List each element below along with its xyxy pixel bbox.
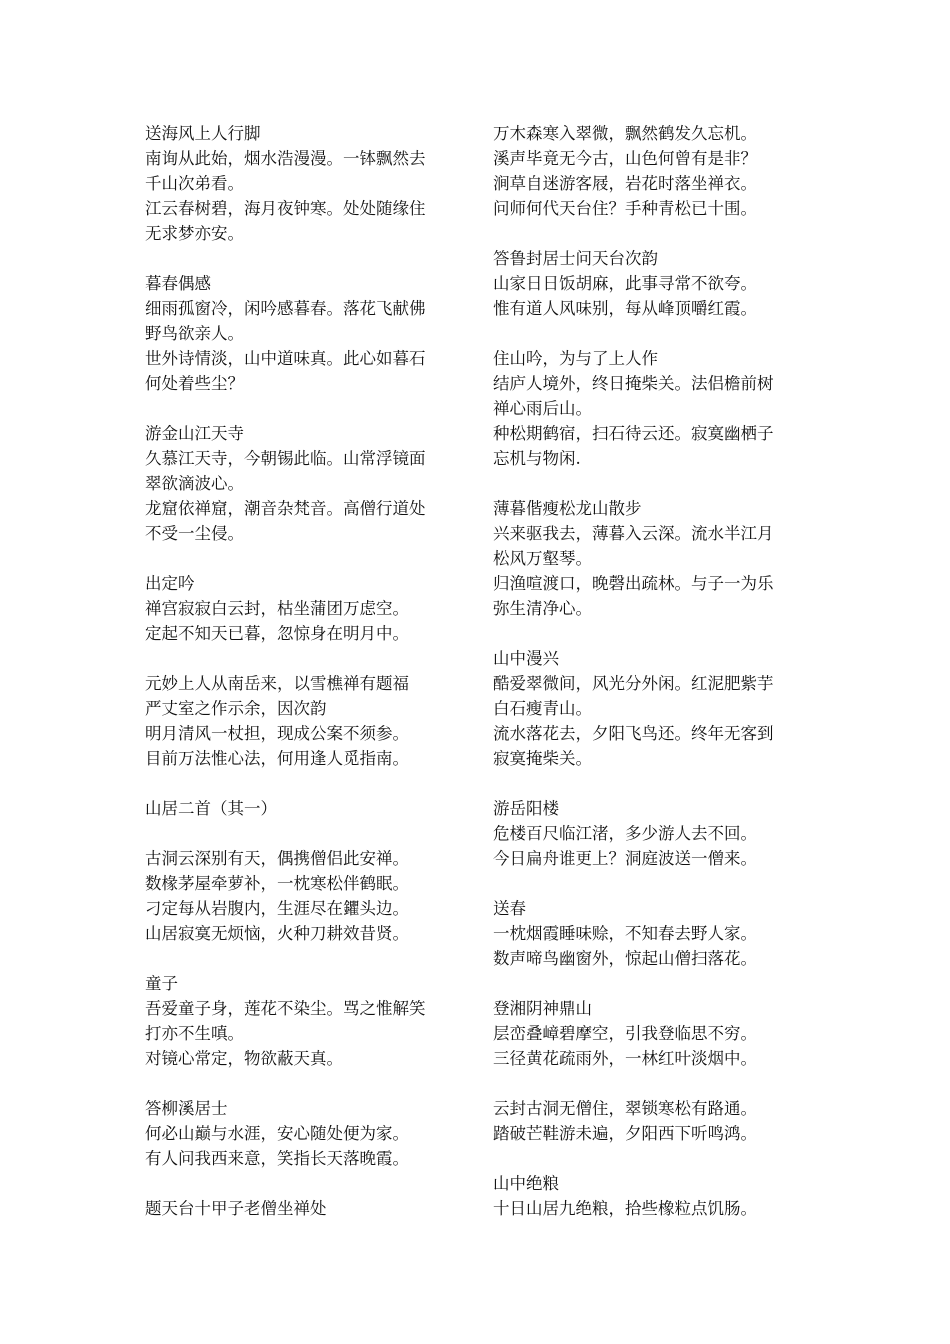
left-column-line: 千山次弟看。 <box>145 174 244 193</box>
left-column-line: 何必山巅与水涯，安心随处便为家。 <box>145 1124 409 1143</box>
right-column-line <box>493 471 823 496</box>
left-column-line: 细雨孤窗冷，闲吟感暮春。落花飞献佛 <box>145 299 426 318</box>
right-column-line: 登湘阴神鼎山 <box>493 999 592 1018</box>
left-column-line: 南询从此始，烟水浩漫漫。一钵飘然去 <box>145 149 426 168</box>
right-column-line: 山中漫兴 <box>493 649 559 668</box>
left-column-line <box>145 771 475 796</box>
right-column-line: 今日扁舟谁更上？洞庭波送一僧来。 <box>493 849 757 868</box>
right-column-line: 一枕烟霞睡味赊，不知春去野人家。 <box>493 924 757 943</box>
left-column-line: 龙窟依禅窟，潮音杂梵音。高僧行道处 <box>145 499 426 518</box>
right-column-line: 溪声毕竟无今古，山色何曾有是非？ <box>493 149 757 168</box>
left-column-line: 童子 <box>145 974 178 993</box>
left-column-line: 野鸟欲亲人。 <box>145 324 244 343</box>
right-column-line: 答鲁封居士问天台次韵 <box>493 249 658 268</box>
right-column-line <box>493 621 823 646</box>
left-column-line: 打亦不生嗔。 <box>145 1024 244 1043</box>
left-column-line <box>145 946 475 971</box>
left-column-line: 目前万法惟心法，何用逢人觅指南。 <box>145 749 409 768</box>
left-column-line: 对镜心常定，物欲蔽天真。 <box>145 1049 343 1068</box>
right-column-line: 山家日日饭胡麻，此事寻常不欲夸。 <box>493 274 757 293</box>
right-column-line <box>493 971 823 996</box>
left-column-line: 暮春偶感 <box>145 274 211 293</box>
left-column-line: 有人问我西来意，笑指长天落晚霞。 <box>145 1149 409 1168</box>
right-column-line: 山中绝粮 <box>493 1174 559 1193</box>
right-column-line <box>493 771 823 796</box>
left-column-line: 游金山江天寺 <box>145 424 244 443</box>
left-text-column <box>145 121 475 1221</box>
right-column-line <box>493 221 823 246</box>
left-column-line: 元妙上人从南岳来，以雪樵禅有题福 <box>145 674 409 693</box>
left-column-line: 数椽茅屋牵萝补，一枕寒松伴鹤眠。 <box>145 874 409 893</box>
right-column-line: 忘机与物闲. <box>493 449 581 468</box>
right-column-line: 白石瘦青山。 <box>493 699 592 718</box>
right-column-line: 十日山居九绝粮，拾些橡粒点饥肠。 <box>493 1199 757 1218</box>
left-column-line: 翠欲滴波心。 <box>145 474 244 493</box>
left-column-line: 世外诗情淡，山中道味真。此心如暮石 <box>145 349 426 368</box>
left-column-line: 古洞云深别有天，偶携僧侣此安禅。 <box>145 849 409 868</box>
right-column-line: 薄暮偕瘦松龙山散步 <box>493 499 642 518</box>
right-column-line: 问师何代天台住？手种青松已十围。 <box>493 199 757 218</box>
right-column-line: 万木森寒入翠微，飘然鹤发久忘机。 <box>493 124 757 143</box>
left-column-line: 题天台十甲子老僧坐禅处 <box>145 1199 327 1218</box>
right-column-line: 云封古洞无僧住，翠锁寒松有路通。 <box>493 1099 757 1118</box>
right-text-column <box>493 121 823 1221</box>
right-column-line: 种松期鹤宿，扫石待云还。寂寞幽栖子 <box>493 424 774 443</box>
left-column-line: 送海风上人行脚 <box>145 124 261 143</box>
left-column-line <box>145 646 475 671</box>
left-column-line: 禅宫寂寂白云封，枯坐蒲团万虑空。 <box>145 599 409 618</box>
right-column-line: 归渔喧渡口，晚磬出疏林。与子一为乐 <box>493 574 774 593</box>
left-column-line: 无求梦亦安。 <box>145 224 244 243</box>
right-column-line: 游岳阳楼 <box>493 799 559 818</box>
left-column-line <box>145 1071 475 1096</box>
right-column-line: 涧草自迷游客屐，岩花时落坐禅衣。 <box>493 174 757 193</box>
left-column-line: 山居寂寞无烦恼，火种刀耕效昔贤。 <box>145 924 409 943</box>
left-column-line <box>145 1171 475 1196</box>
left-column-line: 山居二首（其一） <box>145 799 277 818</box>
right-column-line: 踏破芒鞋游未遍，夕阳西下听鸣鸿。 <box>493 1124 757 1143</box>
right-column-line <box>493 1071 823 1096</box>
right-column-line: 危楼百尺临江渚，多少游人去不回。 <box>493 824 757 843</box>
right-column-line <box>493 871 823 896</box>
left-column-line <box>145 821 475 846</box>
left-column-line: 何处着些尘？ <box>145 374 244 393</box>
left-column-line: 不受一尘侵。 <box>145 524 244 543</box>
left-column-line: 久慕江天寺，今朝锡此临。山常浮镜面 <box>145 449 426 468</box>
right-column-line: 三径黄花疏雨外，一林红叶淡烟中。 <box>493 1049 757 1068</box>
right-column-line: 层峦叠嶂碧摩空，引我登临思不穷。 <box>493 1024 757 1043</box>
right-column-line: 松风万壑琴。 <box>493 549 592 568</box>
left-column-line: 吾爱童子身，莲花不染尘。骂之惟解笑 <box>145 999 426 1018</box>
right-column-line: 寂寞掩柴关。 <box>493 749 592 768</box>
left-column-line: 出定吟 <box>145 574 195 593</box>
left-column-line: 答柳溪居士 <box>145 1099 228 1118</box>
right-column-line <box>493 321 823 346</box>
right-column-line: 酷爱翠微间，风光分外闲。红泥肥紫芋 <box>493 674 774 693</box>
left-column-line: 江云春树碧，海月夜钟寒。处处随缘住 <box>145 199 426 218</box>
left-column-line: 刁定每从岩腹内，生涯尽在鑺头边。 <box>145 899 409 918</box>
right-column-line <box>493 1146 823 1171</box>
left-column-line: 严丈室之作示余，因次韵 <box>145 699 327 718</box>
right-column-line: 流水落花去，夕阳飞鸟还。终年无客到 <box>493 724 774 743</box>
left-column-line <box>145 546 475 571</box>
left-column-line <box>145 396 475 421</box>
right-column-line: 禅心雨后山。 <box>493 399 592 418</box>
left-column-line: 定起不知天已暮，忽惊身在明月中。 <box>145 624 409 643</box>
right-column-line: 兴来驱我去，薄暮入云深。流水半江月 <box>493 524 774 543</box>
right-column-line: 结庐人境外，终日掩柴关。法侣檐前树 <box>493 374 774 393</box>
right-column-line: 数声啼鸟幽窗外，惊起山僧扫落花。 <box>493 949 757 968</box>
right-column-line: 惟有道人风味别，每从峰顶嚼红霞。 <box>493 299 757 318</box>
left-column-line <box>145 246 475 271</box>
right-column-line: 住山吟，为与了上人作 <box>493 349 658 368</box>
right-column-line: 送春 <box>493 899 526 918</box>
left-column-line: 明月清风一杖担，现成公案不须参。 <box>145 724 409 743</box>
right-column-line: 弥生清净心。 <box>493 599 592 618</box>
